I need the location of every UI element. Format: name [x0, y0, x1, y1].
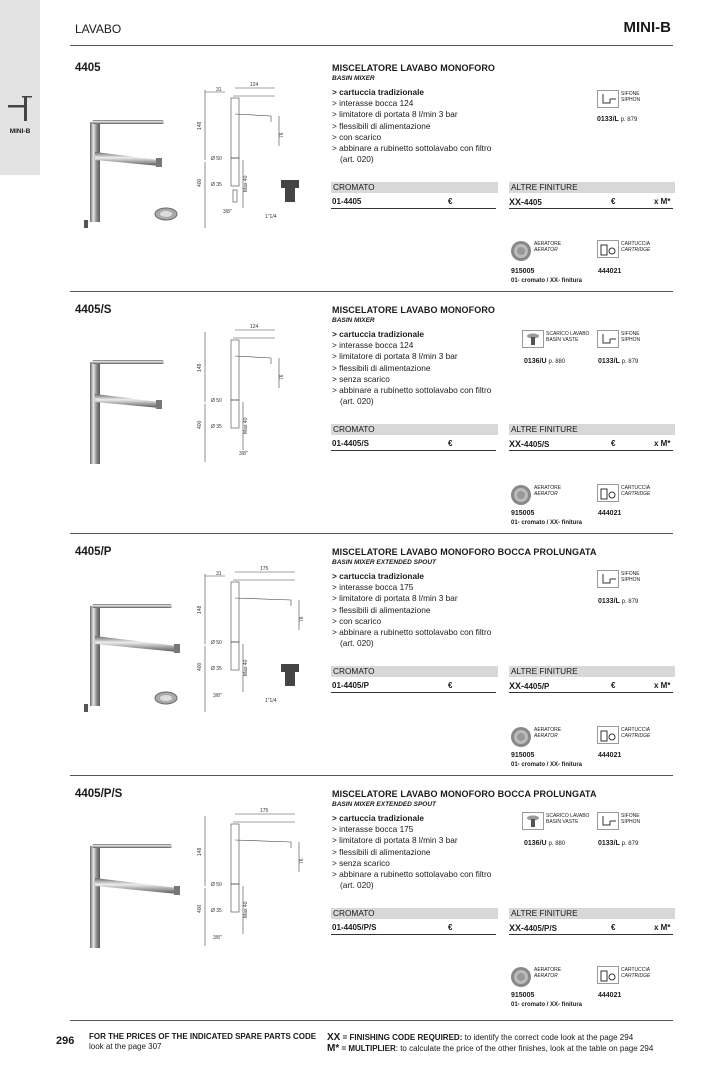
feature-item-cont: (art. 020) — [340, 638, 374, 649]
accessory-label: AERATORE — [534, 485, 562, 491]
altre-code-value: 4405/P — [524, 682, 550, 691]
feature-list — [332, 571, 512, 649]
product-title: MISCELATORE LAVABO MONOFORO — [332, 305, 496, 315]
legend-m — [327, 1043, 672, 1054]
product-section-4405ps — [0, 776, 711, 1018]
accessory-code: 915005 — [511, 992, 535, 999]
legend-m-key: M* — [327, 1043, 340, 1054]
altre-code — [509, 439, 549, 449]
accessory-label: SIFONE — [621, 571, 640, 577]
feature-item: > cartuccia tradizionale — [332, 813, 424, 823]
feature-item: > senza scarico — [332, 857, 390, 868]
altre-code — [509, 923, 557, 933]
accessory-label-en: CARTRIDGE — [621, 246, 651, 253]
feature-item: > flessibili di alimentazione — [332, 362, 431, 373]
accessory-page: p. 880 — [548, 359, 566, 365]
product-section-4405s — [0, 292, 711, 534]
footer-note-rest: look at the page 307 — [89, 1042, 162, 1051]
siphon-icon — [597, 570, 619, 588]
dim-175: 175 — [260, 566, 269, 572]
accessory-label: SIFONE — [621, 813, 640, 819]
accessory-label: CARTUCCIA — [621, 485, 651, 491]
dim-d35: Ø 35 — [211, 908, 222, 914]
accessory-label-en: AERATOR — [534, 732, 558, 739]
dim-d35: Ø 35 — [211, 424, 222, 430]
category-title: LAVABO — [75, 22, 122, 36]
altre-finiture-header: ALTRE FINITURE — [509, 424, 675, 435]
dim-400: 400 — [197, 904, 203, 913]
accessory-code-value: 0136/U — [524, 840, 547, 847]
cartridge-icon — [597, 240, 619, 258]
altre-rule — [509, 934, 673, 935]
product-code: 4405 — [75, 62, 101, 74]
altre-rule — [509, 450, 673, 451]
dim-d50: Ø 50 — [211, 398, 222, 404]
dim-d35: Ø 35 — [211, 182, 222, 188]
feature-item: > flessibili di alimentazione — [332, 604, 431, 615]
altre-finiture-header: ALTRE FINITURE — [509, 182, 675, 193]
dim-d50: Ø 50 — [211, 156, 222, 162]
feature-item — [332, 154, 512, 165]
accessory-code: 444021 — [598, 992, 622, 999]
feature-item-cont: (art. 020) — [340, 880, 374, 891]
altre-code-value: 4405 — [524, 198, 542, 207]
feature-item: > interasse bocca 175 — [332, 824, 414, 835]
euro-sign: € — [611, 681, 616, 690]
altre-code — [509, 197, 542, 207]
accessory-sifone — [597, 90, 677, 110]
accessory-code: 444021 — [598, 752, 622, 759]
accessory-code-value: 0133/L — [598, 358, 620, 365]
cartridge-icon — [597, 966, 619, 984]
accessory-page: p. 879 — [620, 117, 638, 123]
product-code: 4405/P — [75, 546, 112, 558]
feature-item: > interasse bocca 175 — [332, 582, 414, 593]
accessory-label-en: SIPHON — [621, 576, 641, 583]
legend-m-rest: : to calculate the price of the other finishes, look at the table on page 294 — [395, 1044, 654, 1053]
aerator-icon — [510, 726, 532, 748]
accessory-note: 01- cromato / XX- finitura — [511, 520, 583, 526]
accessory-label-en: BASIN VASTE — [546, 818, 579, 825]
accessory-sifone — [597, 812, 677, 832]
accessory-label: SIFONE — [621, 331, 640, 337]
accessory-label: AERATORE — [534, 727, 562, 733]
accessory-scarico — [522, 330, 596, 350]
cartridge-icon — [597, 484, 619, 502]
dim-38: 3/8" — [213, 693, 222, 699]
cartridge-icon — [597, 726, 619, 744]
dim-175: 175 — [260, 808, 269, 814]
dim-d50: Ø 50 — [211, 882, 222, 888]
accessory-code — [598, 358, 638, 365]
product-section-4405p — [0, 534, 711, 776]
feature-item: > abbinare a rubinetto sottolavabo con filtro — [332, 143, 492, 154]
cromato-header: CROMATO — [331, 424, 498, 435]
dim-max40: Max 40 — [243, 659, 249, 676]
dim-76: 76 — [299, 616, 305, 622]
accessory-label-en: AERATOR — [534, 972, 558, 979]
faucet-image — [78, 826, 196, 958]
dim-124: 124 — [250, 324, 259, 330]
altre-finiture-header: ALTRE FINITURE — [509, 666, 675, 677]
multiplier: x M* — [654, 923, 671, 932]
accessory-label-en: CARTRIDGE — [621, 490, 651, 497]
accessory-label: CARTUCCIA — [621, 967, 651, 973]
technical-drawing — [195, 806, 325, 954]
product-code: 4405/S — [75, 304, 112, 316]
accessory-page: p. 880 — [548, 841, 566, 847]
altre-code — [509, 681, 549, 691]
basin-waste-icon — [522, 812, 544, 830]
product-section-4405 — [0, 50, 711, 292]
collection-title: MINI-B — [623, 19, 671, 36]
xx-prefix: XX- — [509, 923, 525, 933]
dim-148: 148 — [197, 605, 203, 614]
siphon-icon — [597, 330, 619, 348]
accessory-label: SCARICO LAVABO — [546, 813, 590, 819]
altre-finiture-header: ALTRE FINITURE — [509, 908, 675, 919]
dim-38: 3/8" — [239, 451, 248, 457]
accessory-aeratore — [510, 240, 590, 262]
altre-rule — [509, 208, 673, 209]
accessory-label: AERATORE — [534, 241, 562, 247]
feature-item: > flessibili di alimentazione — [332, 120, 431, 131]
dim-38: 3/8" — [213, 935, 222, 941]
basin-waste-icon — [522, 330, 544, 348]
accessory-code — [597, 116, 637, 123]
accessory-page: p. 879 — [621, 599, 639, 605]
euro-sign: € — [611, 923, 616, 932]
accessory-code: 915005 — [511, 510, 535, 517]
euro-sign: € — [611, 439, 616, 448]
accessory-code — [598, 840, 638, 847]
accessory-label: CARTUCCIA — [621, 727, 651, 733]
euro-sign: € — [448, 681, 453, 690]
aerator-icon — [510, 966, 532, 988]
cromato-code: 01-4405/S — [332, 439, 369, 448]
dim-d35: Ø 35 — [211, 666, 222, 672]
feature-item: > interasse bocca 124 — [332, 340, 414, 351]
feature-list — [332, 813, 512, 891]
feature-item: > abbinare a rubinetto sottolavabo con filtro — [332, 385, 492, 396]
legend-xx-rest: to identify the correct code look at the page 294 — [462, 1033, 634, 1042]
accessory-cartuccia — [597, 966, 677, 988]
euro-sign: € — [448, 923, 453, 932]
accessory-aeratore — [510, 726, 590, 748]
product-subtitle: BASIN MIXER EXTENDED SPOUT — [332, 559, 437, 566]
feature-item: > flessibili di alimentazione — [332, 846, 431, 857]
euro-sign: € — [448, 439, 453, 448]
header-rule — [70, 45, 673, 46]
accessory-code-value: 0133/L — [597, 116, 619, 123]
dim-148: 148 — [197, 363, 203, 372]
multiplier: x M* — [654, 197, 671, 206]
feature-list — [332, 87, 512, 165]
footer-legend — [327, 1032, 672, 1054]
accessory-scarico — [522, 812, 596, 832]
feature-item: > con scarico — [332, 131, 382, 142]
cromato-code: 01-4405/P — [332, 681, 369, 690]
xx-prefix: XX- — [509, 197, 525, 207]
dim-114: 1"1/4 — [265, 214, 277, 220]
xx-prefix: XX- — [509, 681, 525, 691]
accessory-cartuccia — [597, 484, 677, 506]
product-subtitle: BASIN MIXER — [332, 317, 375, 324]
cromato-rule — [331, 450, 496, 451]
feature-item: > senza scarico — [332, 373, 390, 384]
feature-item: > con scarico — [332, 615, 382, 626]
accessory-label-en: AERATOR — [534, 490, 558, 497]
product-code: 4405/P/S — [75, 788, 123, 800]
accessory-code: 915005 — [511, 268, 535, 275]
accessory-sifone — [597, 330, 677, 350]
accessory-label: CARTUCCIA — [621, 241, 651, 247]
cromato-rule — [331, 692, 496, 693]
euro-sign: € — [611, 197, 616, 206]
accessory-label-en: CARTRIDGE — [621, 732, 651, 739]
accessory-code — [598, 598, 638, 605]
feature-item: > cartuccia tradizionale — [332, 329, 424, 339]
accessory-code: 444021 — [598, 510, 622, 517]
product-title: MISCELATORE LAVABO MONOFORO BOCCA PROLUNGATA — [332, 547, 597, 557]
accessory-cartuccia — [597, 240, 677, 262]
dim-d50: Ø 50 — [211, 640, 222, 646]
dim-114: 1"1/4 — [265, 698, 277, 704]
legend-xx — [327, 1032, 672, 1043]
product-title: MISCELATORE LAVABO MONOFORO — [332, 63, 496, 73]
accessory-code — [524, 358, 565, 365]
feature-item — [332, 396, 512, 407]
page-number: 296 — [56, 1035, 75, 1047]
side-tab-label: MINI-B — [9, 128, 31, 135]
technical-drawing — [195, 80, 325, 228]
faucet-image — [78, 342, 196, 474]
dim-148: 148 — [197, 847, 203, 856]
feature-item: > limitatore di portata 8 l/min 3 bar — [332, 109, 458, 120]
multiplier: x M* — [654, 439, 671, 448]
dim-31: 31 — [216, 87, 222, 93]
accessory-label-en: SIPHON — [621, 96, 641, 103]
product-subtitle: BASIN MIXER EXTENDED SPOUT — [332, 801, 437, 808]
faucet-image — [78, 100, 196, 232]
aerator-icon — [510, 240, 532, 262]
feature-item-cont: (art. 020) — [340, 396, 374, 407]
multiplier: x M* — [654, 681, 671, 690]
cromato-code: 01-4405 — [332, 197, 362, 206]
feature-item: > abbinare a rubinetto sottolavabo con filtro — [332, 627, 492, 638]
accessory-label-en: CARTRIDGE — [621, 972, 651, 979]
feature-item: > cartuccia tradizionale — [332, 571, 424, 581]
accessory-label-en: SIPHON — [621, 336, 641, 343]
accessory-code-value: 0136/U — [524, 358, 547, 365]
dim-76: 76 — [279, 132, 285, 138]
footer-rule — [70, 1020, 673, 1021]
cromato-rule — [331, 934, 496, 935]
faucet-image — [78, 584, 196, 716]
dim-max40: Max 40 — [243, 901, 249, 918]
cromato-header: CROMATO — [331, 908, 498, 919]
euro-sign: € — [448, 197, 453, 206]
accessory-note: 01- cromato / XX- finitura — [511, 762, 583, 768]
feature-item-cont: (art. 020) — [340, 154, 374, 165]
product-title: MISCELATORE LAVABO MONOFORO BOCCA PROLUNGATA — [332, 789, 597, 799]
legend-xx-bold: = FINISHING CODE REQUIRED: — [340, 1033, 463, 1042]
accessory-aeratore — [510, 484, 590, 506]
dim-38: 3/8" — [223, 209, 232, 215]
accessory-label-en: BASIN VASTE — [546, 336, 579, 343]
dim-148: 148 — [197, 121, 203, 130]
dim-124: 124 — [250, 82, 259, 88]
accessory-cartuccia — [597, 726, 677, 748]
feature-list — [332, 329, 512, 407]
accessory-code: 915005 — [511, 752, 535, 759]
feature-item: > limitatore di portata 8 l/min 3 bar — [332, 593, 458, 604]
accessory-code-value: 0133/L — [598, 840, 620, 847]
accessory-code — [524, 840, 565, 847]
accessory-note: 01- cromato / XX- finitura — [511, 278, 583, 284]
dim-31: 31 — [216, 571, 222, 577]
dim-max40: Max 40 — [243, 175, 249, 192]
technical-drawing — [195, 322, 325, 470]
accessory-label: SCARICO LAVABO — [546, 331, 590, 337]
cromato-rule — [331, 208, 496, 209]
accessory-label: SIFONE — [621, 91, 640, 97]
accessory-sifone — [597, 570, 677, 590]
accessory-page: p. 879 — [621, 359, 639, 365]
product-subtitle: BASIN MIXER — [332, 75, 375, 82]
footer-spare-parts-note — [89, 1032, 324, 1052]
feature-item: > abbinare a rubinetto sottolavabo con filtro — [332, 869, 492, 880]
aerator-icon — [510, 484, 532, 506]
dim-400: 400 — [197, 420, 203, 429]
feature-item: > limitatore di portata 8 l/min 3 bar — [332, 351, 458, 362]
feature-item — [332, 638, 512, 649]
dim-76: 76 — [279, 374, 285, 380]
accessory-aeratore — [510, 966, 590, 988]
accessory-label-en: AERATOR — [534, 246, 558, 253]
siphon-icon — [597, 90, 619, 108]
feature-item: > cartuccia tradizionale — [332, 87, 424, 97]
cromato-code: 01-4405/P/S — [332, 923, 377, 932]
accessory-note: 01- cromato / XX- finitura — [511, 1002, 583, 1008]
feature-item — [332, 880, 512, 891]
dim-76: 76 — [299, 858, 305, 864]
cromato-header: CROMATO — [331, 182, 498, 193]
legend-m-bold: = MULTIPLIER — [339, 1044, 396, 1053]
altre-code-value: 4405/P/S — [524, 924, 557, 933]
technical-drawing — [195, 564, 325, 712]
feature-item: > interasse bocca 124 — [332, 98, 414, 109]
footer-note-bold: FOR THE PRICES OF THE INDICATED SPARE PARTS CODE — [89, 1032, 317, 1041]
accessory-page: p. 879 — [621, 841, 639, 847]
feature-item: > limitatore di portata 8 l/min 3 bar — [332, 835, 458, 846]
siphon-icon — [597, 812, 619, 830]
accessory-code-value: 0133/L — [598, 598, 620, 605]
legend-xx-key: XX — [327, 1032, 341, 1043]
dim-max40: Max 40 — [243, 417, 249, 434]
altre-rule — [509, 692, 673, 693]
altre-code-value: 4405/S — [524, 440, 550, 449]
accessory-code: 444021 — [598, 268, 622, 275]
accessory-label-en: SIPHON — [621, 818, 641, 825]
accessory-label: AERATORE — [534, 967, 562, 973]
cromato-header: CROMATO — [331, 666, 498, 677]
dim-400: 400 — [197, 178, 203, 187]
dim-400: 400 — [197, 662, 203, 671]
xx-prefix: XX- — [509, 439, 525, 449]
